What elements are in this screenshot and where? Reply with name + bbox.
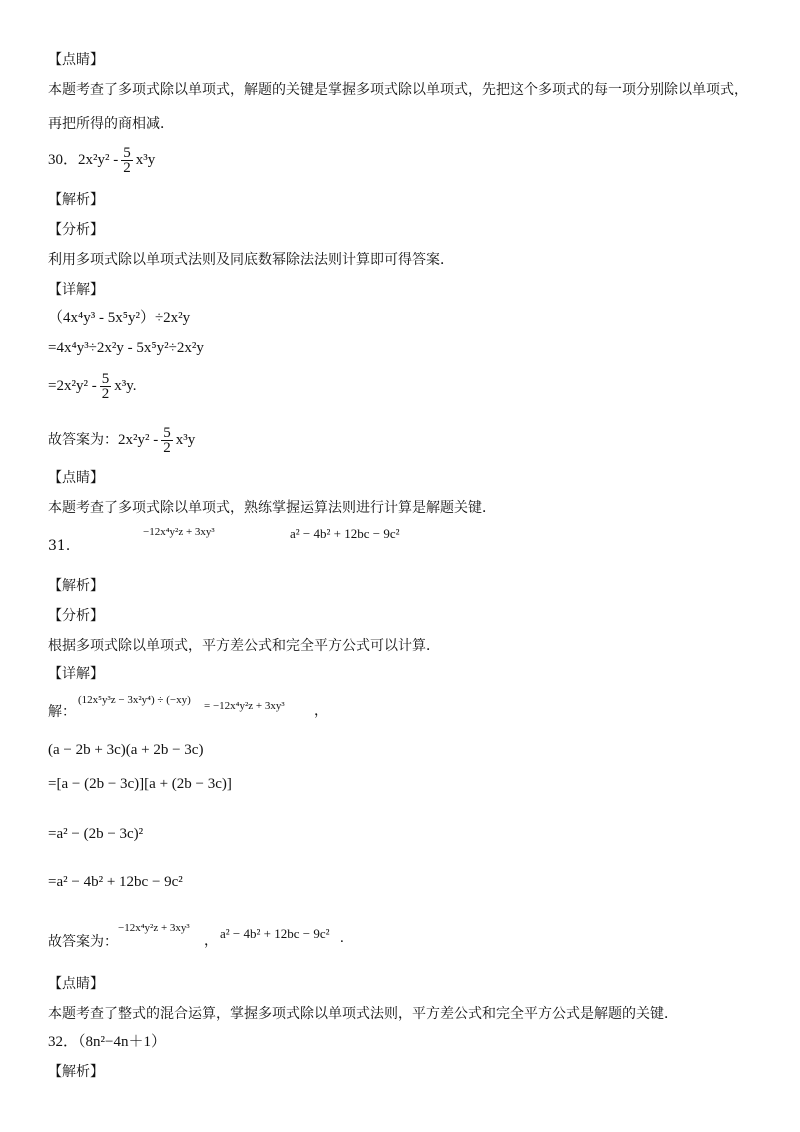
section-heading-xiangjie: 【详解】 [48, 282, 104, 298]
question-31-answer-1: −12x⁴y²z + 3xy³ [143, 526, 215, 538]
paragraph: 本题考查了整式的混合运算，掌握多项式除以单项式法则，平方差公式和完全平方公式是解题的关键． [48, 1006, 678, 1022]
math-expr: 2x²y² - [118, 431, 159, 448]
solution-step: =a² − 4b² + 12bc − 9c² [48, 874, 183, 890]
question-number: 31． [48, 538, 80, 554]
math-expr: 2x²y² - [78, 151, 119, 168]
math-expr: x³y. [114, 377, 137, 394]
math-expr: =2x²y² - [48, 377, 97, 394]
answer-line [48, 426, 195, 455]
punctuation: . [340, 930, 344, 946]
question-30-answer [48, 146, 155, 175]
fraction-denominator: 2 [163, 440, 171, 456]
paragraph: 再把所得的商相减． [48, 116, 174, 132]
punctuation: ， [314, 703, 328, 719]
math-expr: x³y [175, 431, 196, 448]
fraction-numerator: 5 [123, 145, 131, 161]
section-heading-dianjing: 【点睛】 [48, 470, 104, 486]
paragraph: 根据多项式除以单项式，平方差公式和完全平方公式可以计算． [48, 638, 440, 654]
section-heading-jiexi: 【解析】 [48, 578, 104, 594]
solution-step [48, 372, 136, 401]
solution-step: = −12x⁴y²z + 3xy³ [204, 700, 285, 712]
fraction-denominator: 2 [123, 160, 131, 176]
section-heading-dianjing: 【点睛】 [48, 976, 104, 992]
answer-expr: −12x⁴y²z + 3xy³ [118, 922, 190, 934]
solution-step: (12x⁵y³z − 3x²y⁴) ÷ (−xy) [78, 694, 191, 706]
section-heading-fenxi: 【分析】 [48, 608, 104, 624]
section-heading-jiexi: 【解析】 [48, 192, 104, 208]
answer-label: 故答案为： [48, 934, 118, 950]
question-32-answer: 32．（8n²−4n＋1） [48, 1034, 166, 1050]
solution-step: =[a − (2b − 3c)][a + (2b − 3c)] [48, 776, 232, 792]
fraction [121, 146, 133, 175]
solution-step: =4x⁴y³÷2x²y - 5x⁵y²÷2x²y [48, 340, 204, 356]
fraction [161, 426, 173, 455]
punctuation: ， [204, 933, 218, 949]
fraction-denominator: 2 [101, 386, 110, 402]
solution-step: (a − 2b + 3c)(a + 2b − 3c) [48, 742, 204, 758]
solution-step: （4x⁴y³ - 5x⁵y²）÷2x²y [48, 310, 191, 326]
fraction-numerator: 5 [163, 425, 171, 441]
answer-label: 故答案为： [48, 431, 118, 448]
paragraph: 利用多项式除以单项式法则及同底数幂除法法则计算即可得答案． [48, 252, 454, 268]
question-number: 30． [48, 151, 79, 168]
section-heading-dianjing: 【点睛】 [48, 52, 104, 68]
fraction [100, 372, 112, 401]
paragraph: 本题考查了多项式除以单项式，熟练掌握运算法则进行计算是解题关键． [48, 500, 496, 516]
section-heading-xiangjie: 【详解】 [48, 666, 104, 682]
fraction-numerator: 5 [101, 371, 110, 387]
solution-label: 解： [48, 704, 76, 720]
section-heading-jiexi: 【解析】 [48, 1064, 104, 1080]
section-heading-fenxi: 【分析】 [48, 222, 104, 238]
paragraph: 本题考查了多项式除以单项式，解题的关键是掌握多项式除以单项式，先把这个多项式的每一项分别除以单项式， [48, 82, 748, 98]
answer-expr: a² − 4b² + 12bc − 9c² [220, 926, 330, 941]
math-expr: x³y [135, 151, 156, 168]
solution-step: =a² − (2b − 3c)² [48, 826, 144, 842]
question-31-answer-2: a² − 4b² + 12bc − 9c² [290, 526, 400, 541]
